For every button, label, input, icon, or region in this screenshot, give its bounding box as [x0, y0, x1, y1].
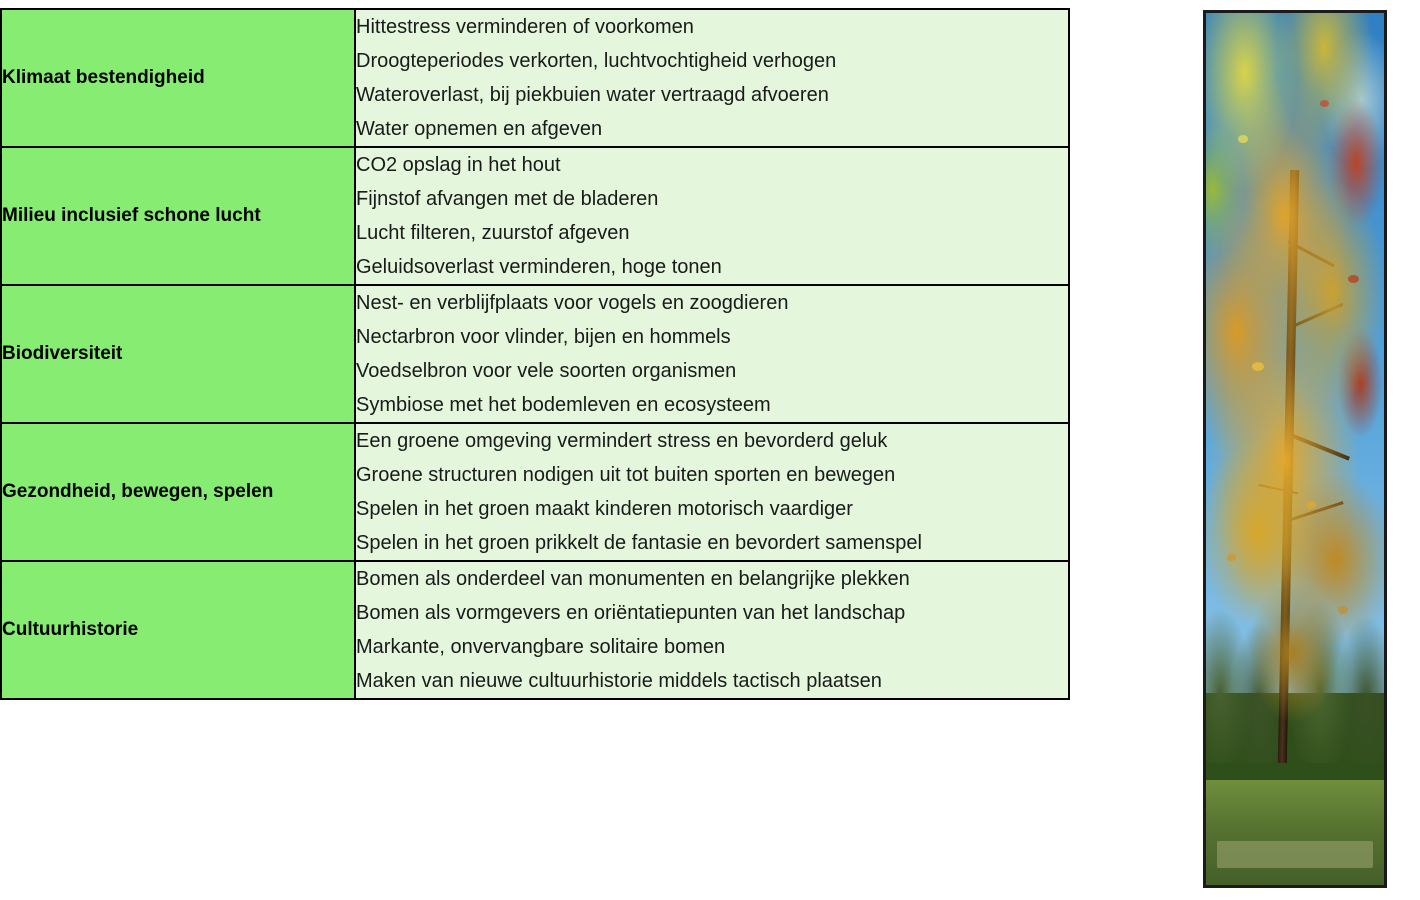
- category-cell: Gezondheid, bewegen, spelen: [1, 423, 355, 561]
- items-cell: [355, 147, 1069, 285]
- list-item: Water opnemen en afgeven: [356, 118, 603, 140]
- list-item: Spelen in het groen prikkelt de fantasie en bevordert samenspel: [356, 532, 922, 554]
- autumn-tree-photo: [1203, 10, 1387, 888]
- list-item: Voedselbron voor vele soorten organismen: [356, 360, 737, 382]
- category-cell: Biodiversiteit: [1, 285, 355, 423]
- list-item: Maken van nieuwe cultuurhistorie middels tactisch plaatsen: [356, 670, 882, 692]
- park-path: [1217, 841, 1374, 867]
- tree-benefits-table: [0, 8, 1070, 700]
- list-item: Bomen als onderdeel van monumenten en belangrijke plekken: [356, 568, 910, 590]
- items-cell: [355, 561, 1069, 699]
- list-item: Hittestress verminderen of voorkomen: [356, 16, 694, 38]
- table-row: [1, 9, 1069, 147]
- list-item: Een groene omgeving vermindert stress en bevorderd geluk: [356, 430, 888, 452]
- table-row: [1, 285, 1069, 423]
- list-item: Spelen in het groen maakt kinderen motorisch vaardiger: [356, 498, 853, 520]
- leaf-speck: [1348, 275, 1359, 283]
- list-item: Nest- en verblijfplaats voor vogels en zoogdieren: [356, 292, 789, 314]
- tree-canopy-lower: [1206, 414, 1384, 745]
- category-cell: Klimaat bestendigheid: [1, 9, 355, 147]
- category-cell: Cultuurhistorie: [1, 561, 355, 699]
- items-cell: [355, 9, 1069, 147]
- list-item: Groene structuren nodigen uit tot buiten sporten en bewegen: [356, 464, 896, 486]
- list-item: Nectarbron voor vlinder, bijen en hommels: [356, 326, 731, 348]
- list-item: Lucht filteren, zuurstof afgeven: [356, 222, 630, 244]
- list-item: Droogteperiodes verkorten, luchtvochtigheid verhogen: [356, 50, 837, 72]
- list-item: Markante, onvervangbare solitaire bomen: [356, 636, 726, 658]
- table-row: [1, 423, 1069, 561]
- list-item: Geluidsoverlast verminderen, hoge tonen: [356, 256, 722, 278]
- list-item: CO2 opslag in het hout: [356, 154, 561, 176]
- list-item: Bomen als vormgevers en oriëntatiepunten van het landschap: [356, 602, 906, 624]
- leaf-speck: [1227, 554, 1236, 561]
- grass-foreground: [1206, 780, 1384, 885]
- list-item: Symbiose met het bodemleven en ecosysteem: [356, 394, 771, 416]
- table-body: [1, 9, 1069, 699]
- table-row: [1, 147, 1069, 285]
- list-item: Fijnstof afvangen met de bladeren: [356, 188, 659, 210]
- table-row: [1, 561, 1069, 699]
- photo-content: [1206, 13, 1384, 885]
- items-cell: [355, 285, 1069, 423]
- category-cell: Milieu inclusief schone lucht: [1, 147, 355, 285]
- items-cell: [355, 423, 1069, 561]
- leaf-speck: [1252, 362, 1264, 371]
- list-item: Wateroverlast, bij piekbuien water vertraagd afvoeren: [356, 84, 829, 106]
- leaf-speck: [1338, 606, 1348, 614]
